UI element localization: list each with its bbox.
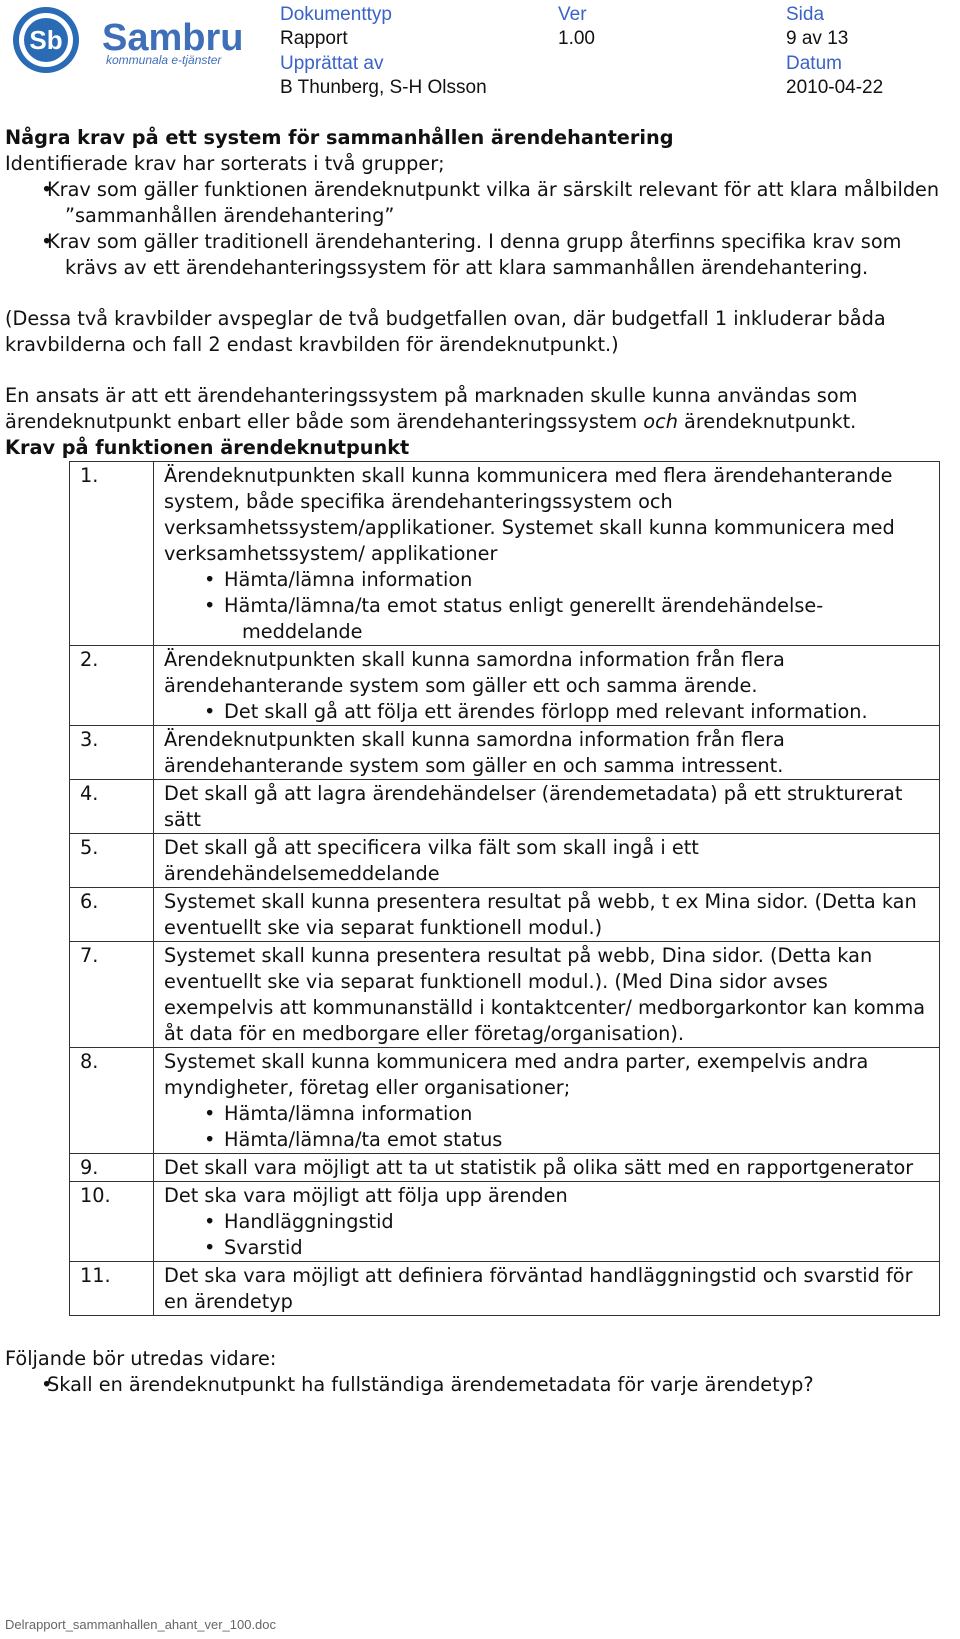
sambruk-logo [6, 2, 246, 82]
list-item: • Det skall gå att följa ett ärendes förlopp med relevant information. [164, 699, 933, 725]
list-item [5, 229, 955, 281]
requirement-text: Det skall vara möjligt att ta ut statistik på olika sätt med en rapportgenerator [164, 1156, 914, 1179]
requirement-text: Det ska vara möjligt att följa upp ärenden [164, 1184, 568, 1207]
requirements-table [69, 461, 940, 1316]
page-value: 9 av 13 [786, 28, 849, 49]
requirement-cell [154, 1154, 940, 1182]
requirement-number: 4. [70, 780, 154, 834]
list-item: • Hämta/lämna/ta emot status enligt generellt ärendehändelse-meddelande [164, 593, 933, 645]
table-row [70, 1182, 940, 1262]
list-item: • Handläggningstid [164, 1209, 933, 1235]
requirement-groups-list [5, 177, 955, 281]
logo-text: Sambru [102, 17, 244, 59]
requirement-cell [154, 1182, 940, 1262]
requirement-cell [154, 834, 940, 888]
requirement-cell [154, 726, 940, 780]
date-label: Datum [786, 53, 842, 74]
author-value: B Thunberg, S-H Olsson [280, 77, 487, 98]
svg-text:Sb: Sb [29, 25, 63, 55]
requirement-number: 2. [70, 646, 154, 726]
list-item-text: Krav som gäller traditionell ärendehantering. I denna grupp återfinns specifika krav som krävs av ett ärendehanteringssystem för att klara sammanhållen ärendehantering. [47, 230, 902, 279]
requirement-number: 10. [70, 1182, 154, 1262]
requirement-bullets [164, 567, 933, 645]
requirement-number: 6. [70, 888, 154, 942]
version-block [558, 3, 595, 51]
requirement-cell [154, 1262, 940, 1316]
page-block [786, 3, 848, 51]
requirement-number: 3. [70, 726, 154, 780]
document-body [5, 125, 955, 1398]
table-row [70, 780, 940, 834]
section-title: Några krav på ett system för sammanhållen ärendehantering [5, 126, 674, 149]
requirement-cell [154, 888, 940, 942]
requirement-cell [154, 1048, 940, 1154]
followup-intro: Följande bör utredas vidare: [5, 1347, 277, 1370]
requirement-cell [154, 942, 940, 1048]
budget-note: (Dessa två kravbilder avspeglar de två budgetfallen ovan, där budgetfall 1 inkluderar båda kravbilderna och fall 2 endast kravbilden för ärendeknutpunkt.) [5, 307, 886, 356]
requirement-bullets [164, 699, 933, 725]
list-item-text: Krav som gäller funktionen ärendeknutpunkt vilka är särskilt relevant för att klara målbilden ”sammanhållen ärendehantering” [47, 178, 940, 227]
version-value: 1.00 [558, 28, 595, 49]
requirements-heading: Krav på funktionen ärendeknutpunkt [5, 436, 410, 459]
table-row [70, 646, 940, 726]
table-row [70, 726, 940, 780]
requirement-text: Systemet skall kunna presentera resultat på webb, Dina sidor. (Detta kan eventuellt ske via separat funktionell modul.). (Med Dina sidor avses exempelvis att kommunanställd i kontaktcenter/ medborgarkontor kan komma åt data för en medborgare eller företag/organisation). [164, 944, 926, 1045]
requirement-cell [154, 780, 940, 834]
date-block [786, 52, 883, 100]
requirement-number: 9. [70, 1154, 154, 1182]
requirement-cell [154, 462, 940, 646]
footer-filename: Delrapport_sammanhallen_ahant_ver_100.doc [5, 1617, 277, 1632]
table-row [70, 1154, 940, 1182]
requirement-text: Det skall gå att specificera vilka fält som skall ingå i ett ärendehändelsemeddelande [164, 836, 699, 885]
version-label: Ver [558, 4, 587, 25]
requirement-text: Systemet skall kunna kommunicera med andra parter, exempelvis andra myndigheter, företag eller organisationer; [164, 1050, 869, 1099]
logo-subtext: kommunala e-tjänster [106, 53, 222, 67]
requirement-text: Det ska vara möjligt att definiera förväntad handläggningstid och svarstid för en ärendetyp [164, 1264, 913, 1313]
approach-paragraph [5, 383, 955, 435]
requirement-number: 1. [70, 462, 154, 646]
table-row [70, 888, 940, 942]
requirement-text: Systemet skall kunna presentera resultat på webb, t ex Mina sidor. (Detta kan eventuellt ske via separat funktionell modul.) [164, 890, 917, 939]
table-row [70, 1262, 940, 1316]
list-item: • Hämta/lämna/ta emot status [164, 1127, 933, 1153]
approach-text-b: ärendeknutpunkt. [677, 410, 857, 433]
list-item: • Svarstid [164, 1235, 933, 1261]
date-value: 2010-04-22 [786, 77, 884, 98]
requirement-text: Det skall gå att lagra ärendehändelser (ärendemetadata) på ett strukturerat sätt [164, 782, 903, 831]
intro-text: Identifierade krav har sorterats i två grupper; [5, 152, 445, 175]
list-item: • Hämta/lämna information [164, 1101, 933, 1127]
requirement-number: 7. [70, 942, 154, 1048]
table-row [70, 1048, 940, 1154]
approach-text-a: En ansats är att ett ärendehanteringssystem på marknaden skulle kunna användas som ärendeknutpunkt enbart eller både som ärendehanteringssystem [5, 384, 858, 433]
requirement-number: 8. [70, 1048, 154, 1154]
requirement-cell [154, 646, 940, 726]
list-item [5, 1372, 955, 1398]
doctype-label: Dokumenttyp [280, 4, 392, 25]
requirement-bullets [164, 1209, 933, 1261]
requirement-bullets [164, 1101, 933, 1153]
list-item-text: Skall en ärendeknutpunkt ha fullständiga ärendemetadata för varje ärendetyp? [47, 1373, 814, 1396]
requirement-text: Ärendeknutpunkten skall kunna samordna information från flera ärendehanterande system som gäller ett och samma ärende. [164, 648, 785, 697]
table-row [70, 462, 940, 646]
doctype-value: Rapport [280, 28, 348, 49]
table-row [70, 834, 940, 888]
author-block [280, 52, 487, 100]
author-label: Upprättat av [280, 53, 384, 74]
requirement-text: Ärendeknutpunkten skall kunna samordna information från flera ärendehanterande system som gäller en och samma intressent. [164, 728, 785, 777]
list-item: • Hämta/lämna information [164, 567, 933, 593]
doctype-block [280, 3, 392, 51]
requirement-number: 11. [70, 1262, 154, 1316]
page-label: Sida [786, 4, 825, 25]
approach-emphasis: och [643, 410, 678, 433]
requirement-text: Ärendeknutpunkten skall kunna kommunicera med flera ärendehanterande system, både specifika ärendehanteringssystem och verksamhetssystem/applikationer. Systemet skall kunna kommunicera med verksamhetssystem/ applikationer [164, 464, 895, 565]
requirement-number: 5. [70, 834, 154, 888]
followup-list [5, 1372, 955, 1398]
list-item [5, 177, 955, 229]
table-row [70, 942, 940, 1048]
